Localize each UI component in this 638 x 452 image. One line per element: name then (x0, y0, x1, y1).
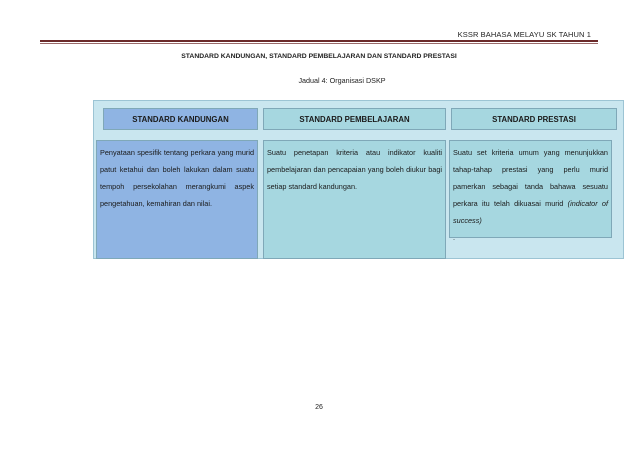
header-standard-prestasi: STANDARD PRESTASI (451, 108, 617, 130)
table-caption: Jadual 4: Organisasi DSKP (298, 76, 386, 85)
header-rule-thin (40, 43, 598, 44)
header-standard-kandungan: STANDARD KANDUNGAN (103, 108, 258, 130)
cell-standard-prestasi-tail: . (453, 233, 456, 242)
cell-standard-pembelajaran (263, 140, 446, 259)
header-rule (40, 40, 598, 42)
cell-standard-kandungan-text: Penyataan spesifik tentang perkara yang murid patut ketahui dan boleh lakukan dalam suatu tempoh persekolahan merangkumi aspek pengetahuan, kemahiran dan nilai. (100, 148, 254, 208)
cell-standard-kandungan (96, 140, 258, 259)
cell-standard-prestasi-text: Suatu set kriteria umum yang menunjukkan tahap-tahap prestasi yang perlu murid pamerkan sebagai tanda bahawa sesuatu perkara itu telah dikuasai murid (453, 148, 608, 208)
page-number: 26 (315, 404, 323, 411)
document-title: STANDARD KANDUNGAN, STANDARD PEMBELAJARAN DAN STANDARD PRESTASI (181, 53, 457, 60)
cell-standard-pembelajaran-text: Suatu penetapan kriteria atau indikator kualiti pembelajaran dan pencapaian yang boleh diukur bagi setiap standard kandungan. (267, 148, 442, 191)
running-header: KSSR BAHASA MELAYU SK TAHUN 1 (457, 30, 591, 39)
cell-standard-prestasi (449, 140, 612, 242)
cell-standard-prestasi-italic: (indicator of success) (453, 199, 609, 225)
header-standard-pembelajaran: STANDARD PEMBELAJARAN (263, 108, 446, 130)
